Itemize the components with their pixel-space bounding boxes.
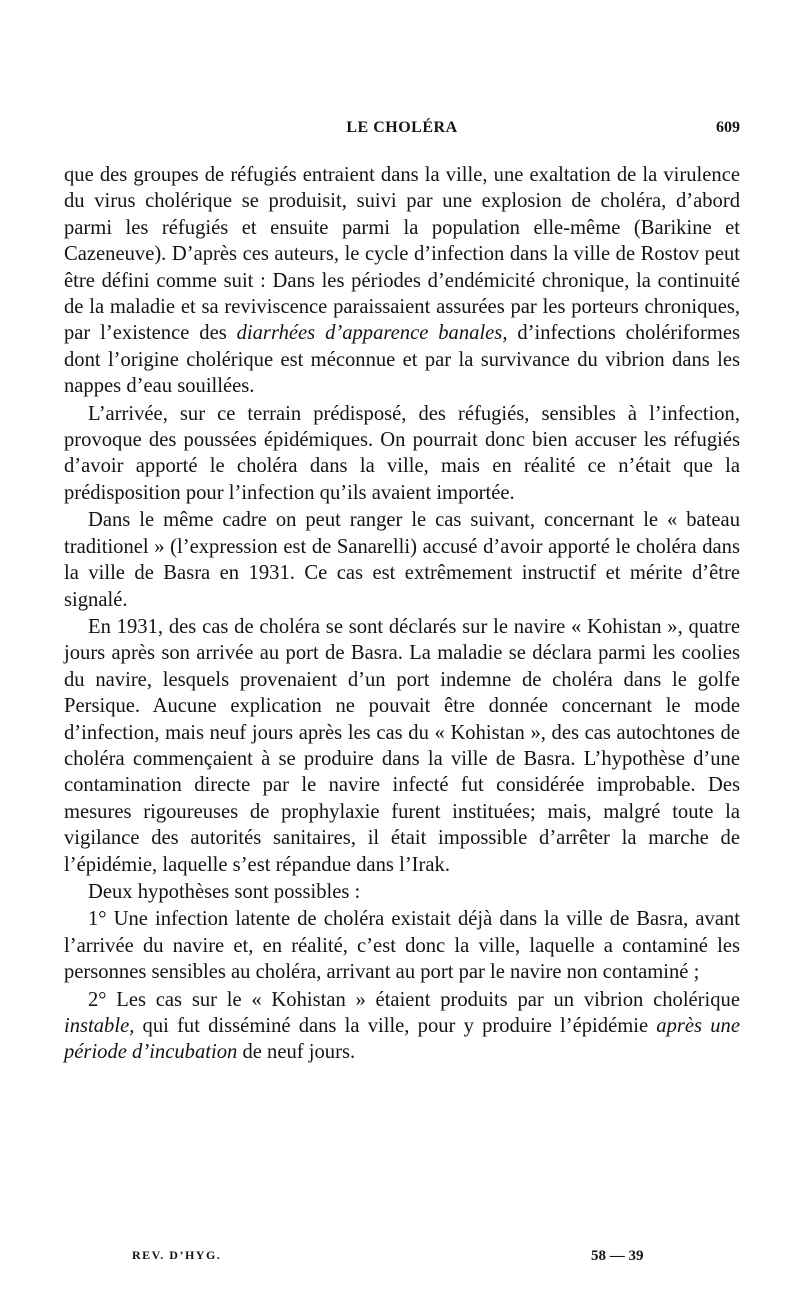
italic-incubation: après une période d’incubation [64,1015,740,1064]
paragraph-1-text: que des groupes de réfugiés entraient dans la ville, une exaltation de la virulence du virus cholérique se produisit, suivi par une explosion de choléra, d’abord parmi les réfugiés et ensuite parmi la population elle-même (Barikine et Cazeneuve). D’après ces auteurs, le cycle d’infection dans la ville de Rostov peut être défini comme suit : Dans les périodes d’endémicité chronique, la continuité de la maladie et sa reviviscence paraissaient assurées par les porteurs chroniques, par l’existence des [64,164,740,345]
signature-mark: 58 — 39 [591,1248,644,1264]
hypothesis-2 [64,987,740,1066]
journal-abbreviation: REV. D’HYG. [132,1248,222,1262]
hypothesis-2-start: 2° Les cas sur le « Kohistan » étaient produits par un vibrion cholérique [88,988,740,1011]
hypothesis-2-mid: qui fut disséminé dans la ville, pour y produire l’épidémie [134,1015,657,1037]
paragraph-3: Dans le même cadre on peut ranger le cas suivant, concernant le « bateau traditionel » (l’expression est de Sanarelli) accusé d’avoir apporté le choléra dans la ville de Basra en 1931. Ce cas est extrêmement instructif et mérite d’être signalé. [64,509,740,611]
hypothesis-1: 1° Une infection latente de choléra existait déjà dans la ville de Basra, avant l’arrivée du navire et, en réalité, c’est donc la ville, laquelle a contaminé les personnes sensibles au choléra, arrivant au port par le navire non contaminé ; [64,908,740,984]
paragraph-2: L’arrivée, sur ce terrain prédisposé, des réfugiés, sensibles à l’infection, provoque des poussées épidémiques. On pourrait donc bien accuser les réfugiés d’avoir apporté le choléra dans la ville, mais en réalité ce n’était que la prédisposition pour l’infection qu’ils avaient importée. [64,402,740,504]
running-head [64,119,740,143]
body-text [64,162,740,1066]
hypothesis-2-end: de neuf jours. [237,1041,356,1064]
italic-phrase: diarrhées d’apparence banales, [236,322,508,345]
page-footer [64,1248,740,1270]
page-number: 609 [716,119,740,136]
running-title: LE CHOLÉRA [346,119,458,136]
paragraph-5: Deux hypothèses sont possibles : [88,880,361,903]
paragraph-1-end: d’infections cholériformes dont l’origine cholérique est méconnue et par la survivance du vibrion dans les nappes d’eau souillées. [64,322,740,398]
paragraph-1 [64,162,740,400]
paragraph-4: En 1931, des cas de choléra se sont déclarés sur le navire « Kohistan », quatre jours après son arrivée au port de Basra. La maladie se déclara parmi les coolies du navire, lesquels provenaient d’un port indemne de choléra dans le golfe Persique. Aucune explication ne pouvait être donnée concernant le mode d’infection, mais neuf jours après les cas du « Kohistan », des cas autochtones de choléra commençaient à se produire dans la ville de Basra. L’hypothèse d’une contamination directe par le navire infecté fut considérée improbable. Des mesures rigoureuses de prophylaxie furent instituées; mais, malgré toute la vigilance des autorités sanitaires, il était impossible d’arrêter la marche de l’épidémie, laquelle s’est répandue dans l’Irak. [64,615,740,876]
italic-instable: instable, [64,1015,135,1037]
